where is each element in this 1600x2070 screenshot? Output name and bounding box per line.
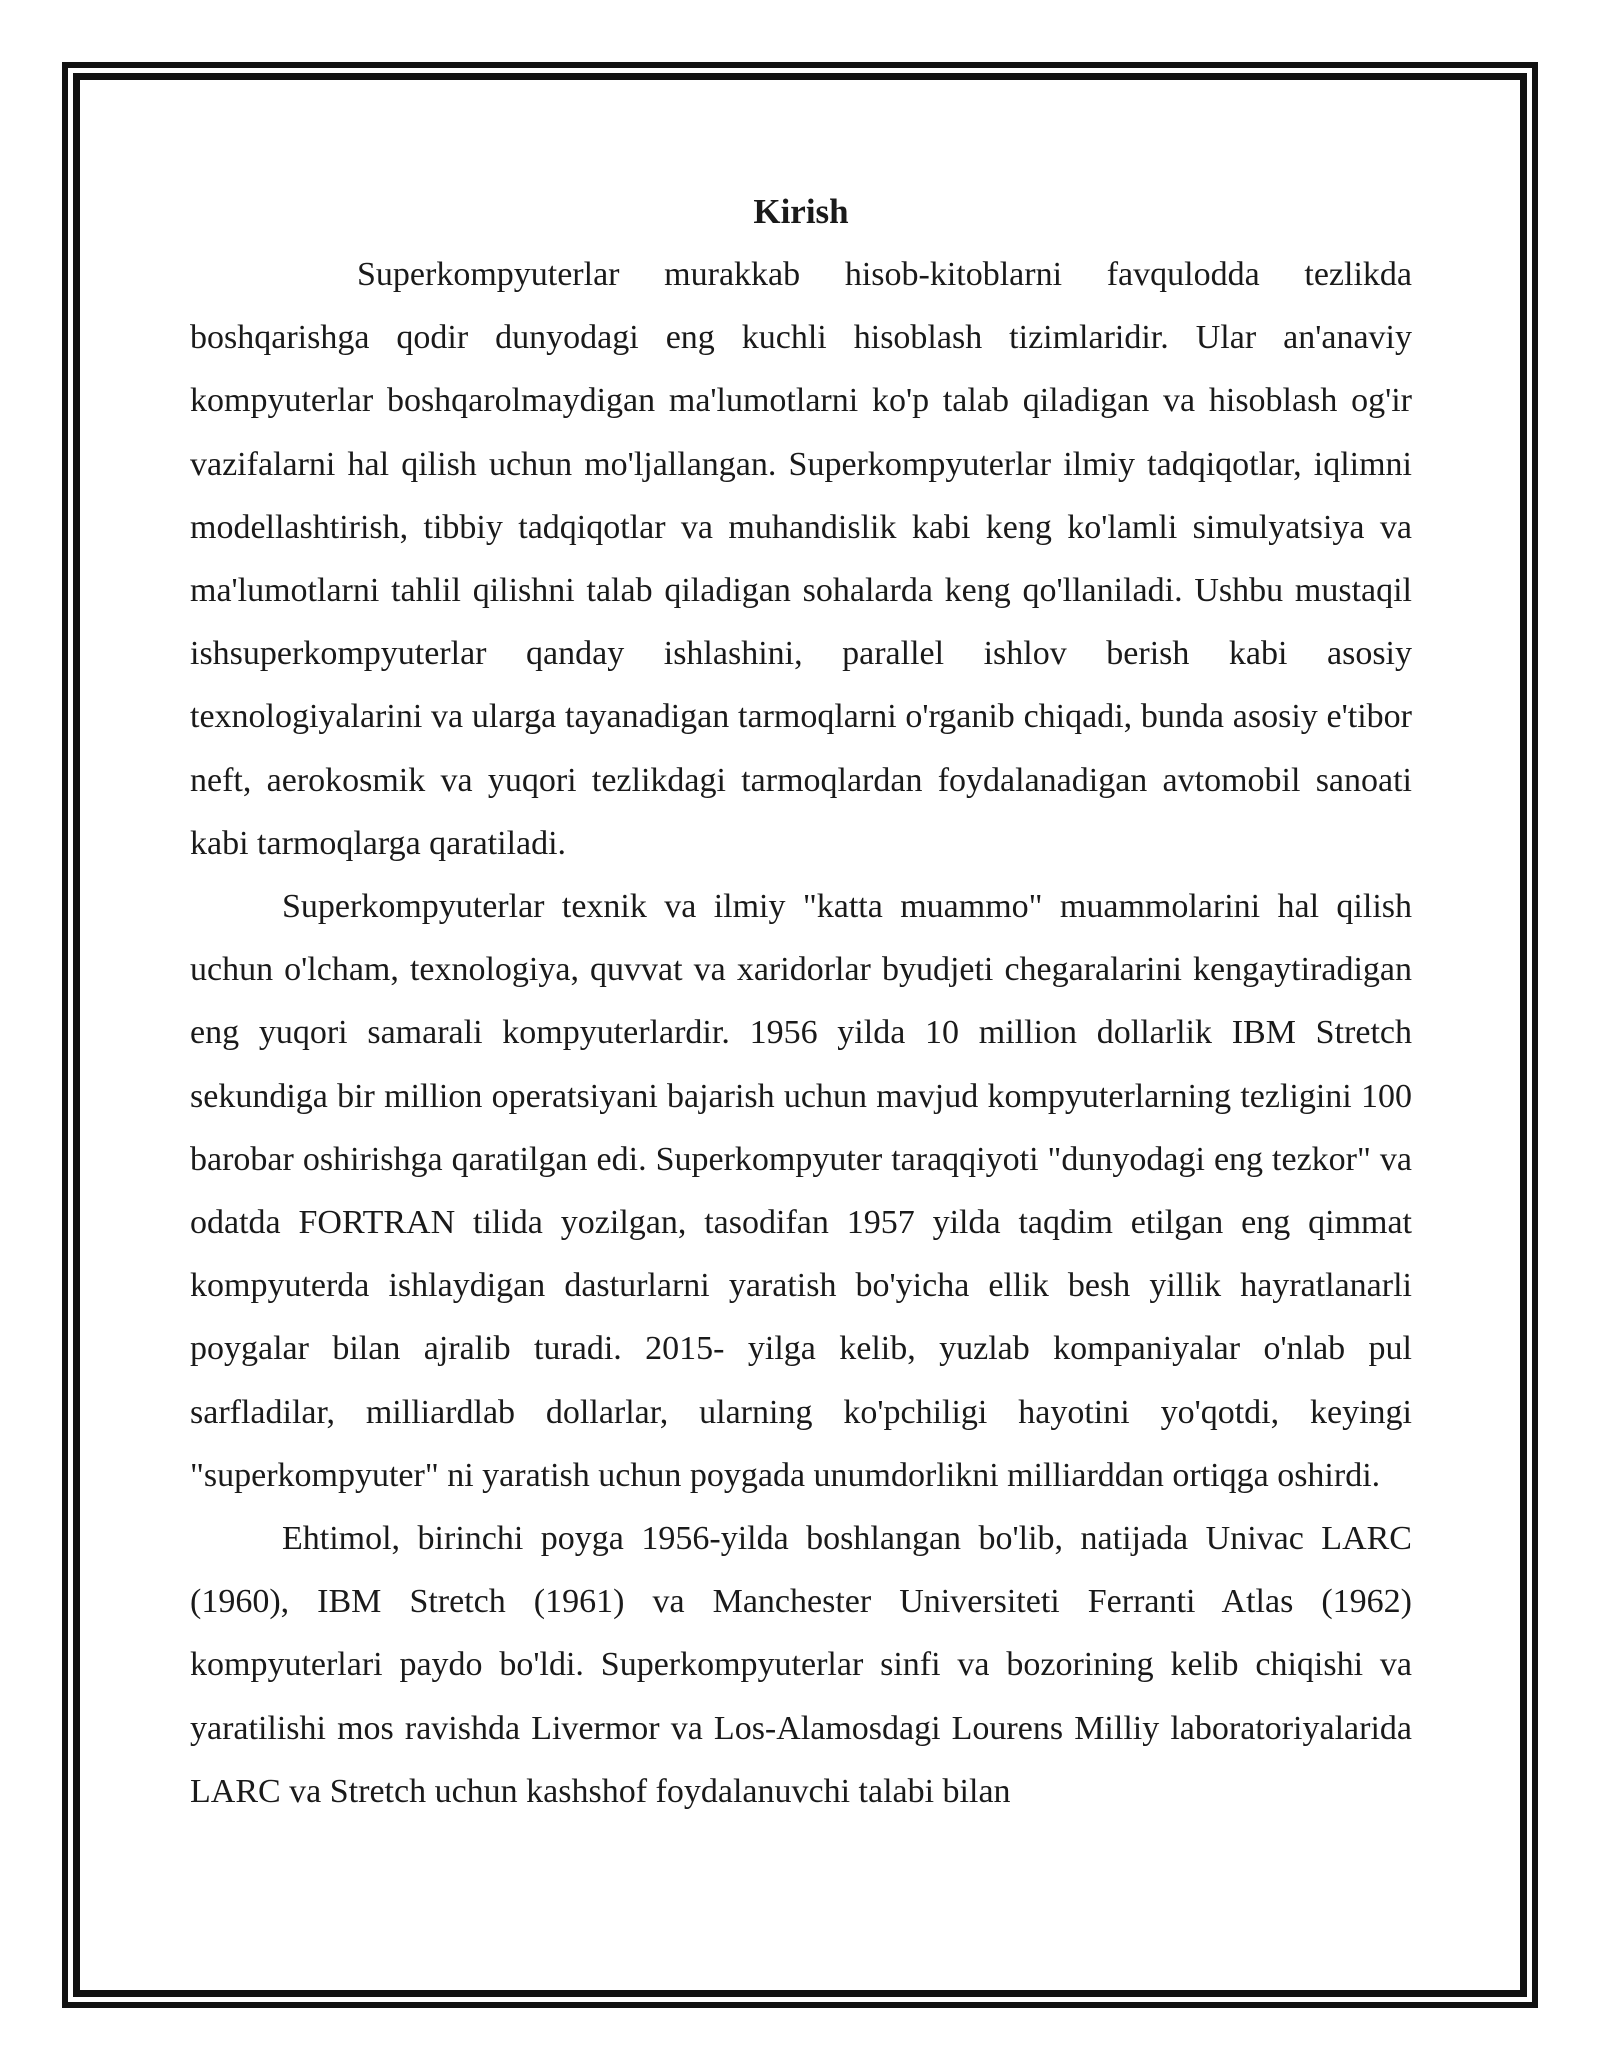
paragraph-3: Ehtimol, birinchi poyga 1956-yilda boshlangan bo'lib, natijada Univac LARC (1960), IBM Stretch (1961) va Manchester Universiteti Ferranti Atlas (1962) kompyuterlari paydo bo'ldi. Superkompyuterlar sinfi va bozorining kelib chiqishi va yaratilishi mos ravishda Livermor va Los-Alamosdagi Lourens Milliy laboratoriyalarida LARC va Stretch uchun kashshof foydalanuvchi talabi bilan [190,1520,1412,1810]
page-content [190,180,1412,1823]
paragraph-2: Superkompyuterlar texnik va ilmiy "katta muammo" muammolarini hal qilish uchun o'lcham, texnologiya, quvvat va xaridorlar byudjeti chegaralarini kengaytiradigan eng yuqori samarali kompyuterlardir. 1956 yilda 10 million dollarlik IBM Stretch sekundiga bir million operatsiyani bajarish uchun mavjud kompyuterlarning tezligini 100 barobar oshirishga qaratilgan edi. Superkompyuter taraqqiyoti "dunyodagi eng tezkor" va odatda FORTRAN tilida yozilgan, tasodifan 1957 yilda taqdim etilgan eng qimmat kompyuterda ishlaydigan dasturlarni yaratish bo'yicha ellik besh yillik hayratlanarli poygalar bilan ajralib turadi. 2015- yilga kelib, yuzlab kompaniyalar o'nlab pul sarfladilar, milliardlab dollarlar, ularning ko'pchiligi hayotini yo'qotdi, keyingi "superkompyuter" ni yaratish uchun poygada unumdorlikni milliarddan ortiqga oshirdi. [190,888,1412,1494]
page-title: Kirish [753,192,849,231]
paragraph-1: Superkompyuterlar murakkab hisob-kitoblarni favqulodda tezlikda boshqarishga qodir dunyodagi eng kuchli hisoblash tizimlaridir. Ular an'anaviy kompyuterlar boshqarolmaydigan ma'lumotlarni ko'p talab qiladigan va hisoblash og'ir vazifalarni hal qilish uchun mo'ljallangan. Superkompyuterlar ilmiy tadqiqotlar, iqlimni modellashtirish, tibbiy tadqiqotlar va muhandislik kabi keng ko'lamli simulyatsiya va ma'lumotlarni tahlil qilishni talab qiladigan sohalarda keng qo'llaniladi. Ushbu mustaqil ishsuperkompyuterlar qanday ishlashini, parallel ishlov berish kabi asosiy texnologiyalarini va ularga tayanadigan tarmoqlarni o'rganib chiqadi, bunda asosiy e'tibor neft, aerokosmik va yuqori tezlikdagi tarmoqlardan foydalanadigan avtomobil sanoati kabi tarmoqlarga qaratiladi. [190,256,1412,862]
